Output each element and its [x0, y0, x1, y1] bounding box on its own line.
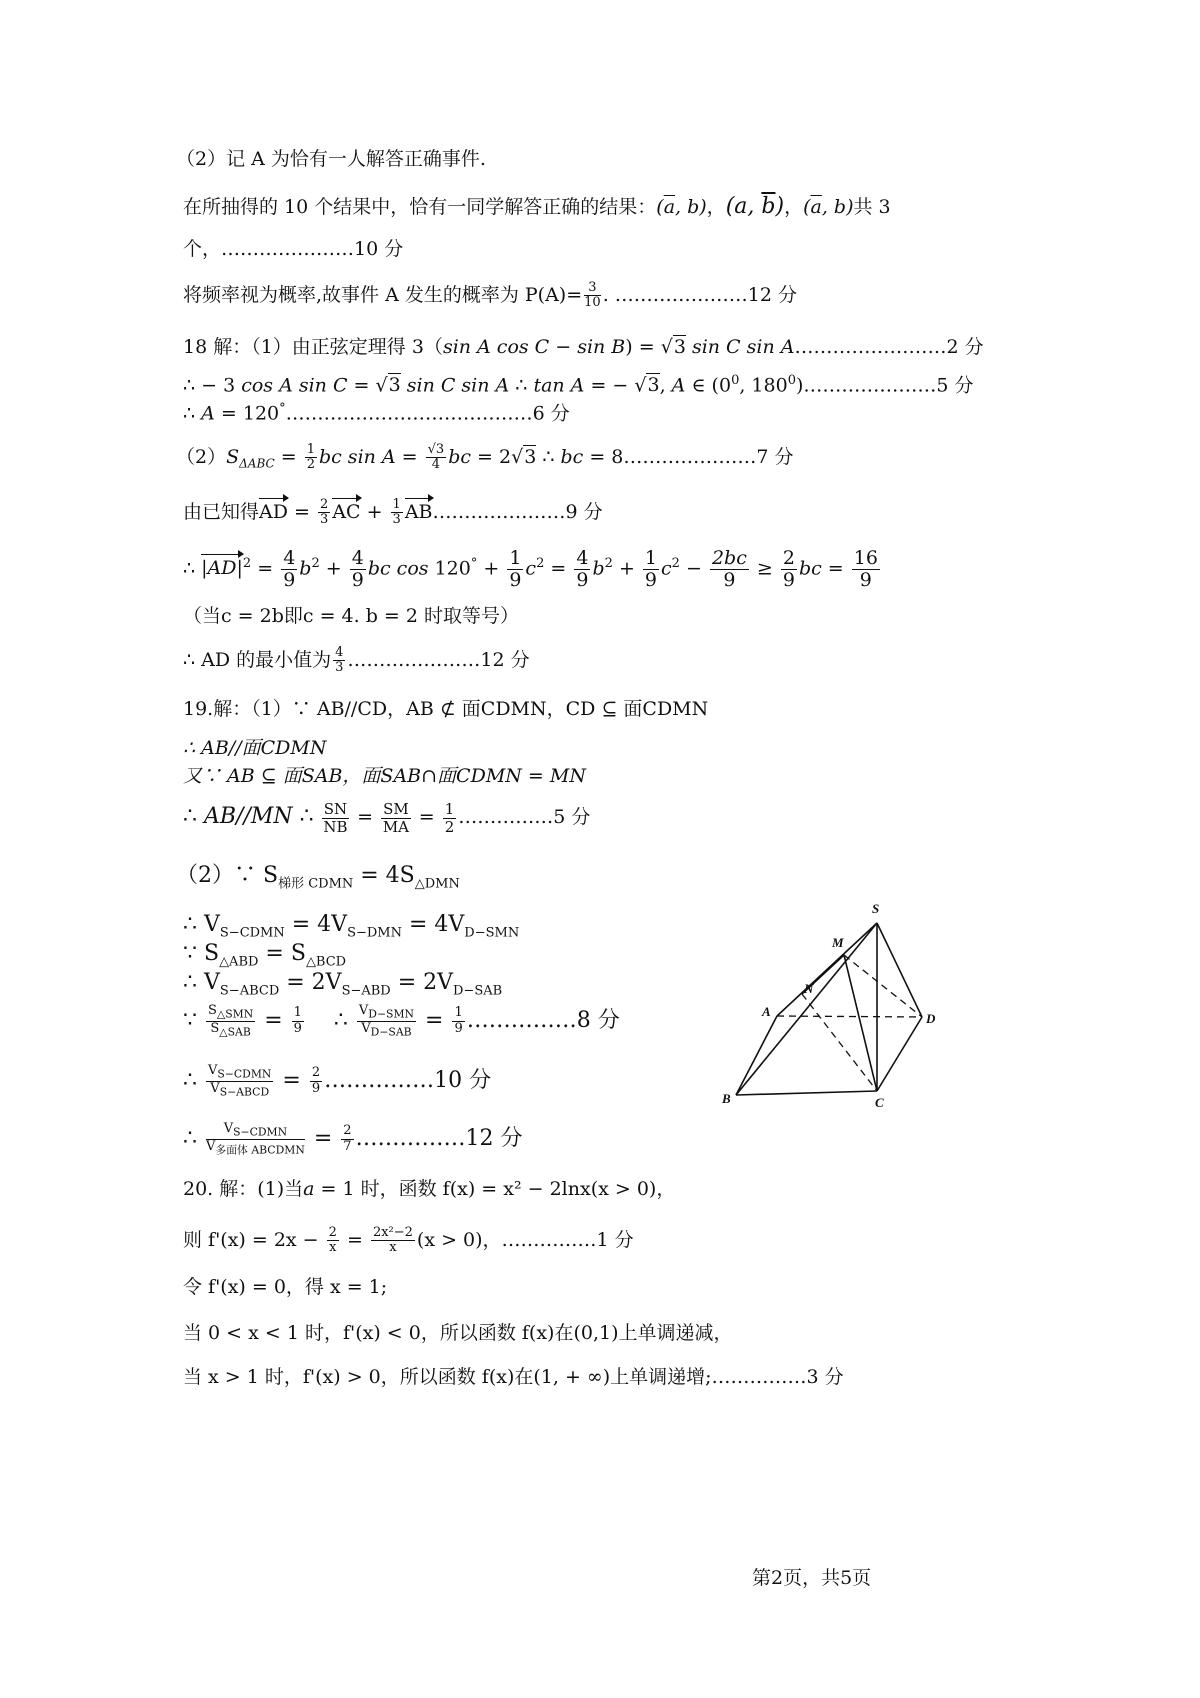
q19-line-3: 又∵ AB ⊆ 面SAB，面SAB∩面CDMN = MN: [183, 765, 586, 787]
edge-md-hidden: [844, 955, 922, 1017]
edge-sd: [877, 923, 922, 1017]
q19-line-2: ∴ AB//面CDMN: [183, 737, 327, 759]
q18-line-4: $(2)S_{\Delta ABC}$ = $\frac{1}{2}$ bc sin A = $\frac{√3}{4}$ bc = 2√3 ∴ bc = 8…………………7 分: [176, 442, 794, 473]
q19-line-5: （2）∵ $S_{梯形 CDMN} = 4S_{\triangle DMN}$: [176, 863, 460, 892]
q18-line-3: ∴ A = 120°…………………………………6 分: [183, 401, 570, 425]
q19-line-7: ∵ $S_{\triangle ABD} = S_{\triangle BCD}$: [183, 941, 347, 970]
q18-line-5: 由已知得AD = $\frac{2}{3}$ AC + $\frac{1}{3}$ AB…………………9 分: [183, 497, 603, 528]
q19-line-9: ∵ $\frac{S_{\triangle SMN}}{S_{\triangle SAB}}$ = $\frac{1}{9}$ ∴ $\frac{V_{D-SMN}}{V_{D-SAB}}$ = $\frac{1}{9}$ ……………8 分: [183, 1003, 620, 1039]
q17-line-4: 将频率视为概率,故事件 A 发生的概率为 P(A)= $\frac{3}{10}$ . …………………12 分: [183, 280, 797, 311]
q19-line-4: ∴ AB//MN ∴ $\frac{SN}{NB}$ = $\frac{SM}{MA}$ = $\frac{1}{2}$ ……………5 分: [183, 800, 591, 836]
q20-line-5: 当 x > 1 时，f'(x) > 0，所以函数 f(x)在(1, + ∞)上单调递增;……………3 分: [183, 1366, 844, 1388]
q20-line-1: 20. 解：(1)当a = 1 时，函数 f(x) = x² − 2lnx(x > 0)，: [183, 1178, 676, 1200]
label-n: N: [804, 981, 814, 996]
q17-line-1: （2）记 A 为恰有一人解答正确事件.: [176, 148, 486, 170]
q18-line-1: 18 解：（1）由正弦定理得 3（sin A cos C − sin B) = √3 sin C sin A……………………2 分: [183, 336, 984, 358]
q19-line-8: ∴ $V_{S-ABCD} = 2V_{S-ABD} = 2V_{D-SAB}$: [183, 970, 503, 999]
q18-line-8: ∴ AD 的最小值为 $\frac{4}{3}$ …………………12 分: [183, 645, 530, 676]
label-d: D: [926, 1011, 936, 1026]
label-a: A: [762, 1004, 771, 1019]
label-m: M: [832, 935, 844, 950]
q17-line-2: 在所抽得的 10 个结果中，恰有一同学解答正确的结果：($\overline{a}$, b)，(a, $\overline{b}$)，($\overline{a}$, b)共 3: [183, 194, 891, 219]
page-footer: 第2页，共5页: [752, 1567, 872, 1589]
edge-ad-hidden: [777, 1016, 922, 1017]
pyramid-figure: [712, 895, 942, 1115]
q20-line-4: 当 0 < x < 1 时，f'(x) < 0，所以函数 f(x)在(0,1)上单调递减，: [183, 1322, 733, 1344]
q18-line-6: ∴ $|AD|^2$ = $\frac{4}{9}$ $b^2$ + $\frac{4}{9}$ bc cos 120° + $\frac{1}{9}$ $c^2$ = $\frac{4}{9}$ $b^2$ + $\frac{1}{9}$ $c^2$ − $\frac{2bc}{9}$ ≥ $\frac{2}{9}$ bc = $\frac{16}{9}$: [183, 547, 878, 591]
edge-sb: [736, 923, 877, 1095]
q20-line-2: 则 f'(x) = 2x − $\frac{2}{x}$ = $\frac{\text{2x²−2}}{x}$ (x > 0)，……………1 分: [183, 1225, 634, 1256]
q19-line-6: ∴ $V_{S-CDMN} = 4V_{S-DMN} = 4V_{D-SMN}$: [183, 912, 520, 941]
q19-line-11: ∴ $\frac{V_{S-CDMN}}{V_{多面体 ABCDMN}}$ = $\frac{2}{7}$ ……………12 分: [183, 1121, 523, 1157]
q19-line-1: 19.解：（1）∵ AB//CD，AB ⊄ 面CDMN，CD ⊆ 面CDMN: [183, 698, 709, 720]
edge-sa: [777, 923, 877, 1016]
q20-line-3: 令 f'(x) = 0，得 x = 1;: [183, 1276, 388, 1298]
q18-line-2: ∴ − 3 cos A sin C = √3 sin C sin A ∴ tan A = − √3, A ∈ ($0^0$, $180^0)\dots\dots\dots\dots\dots\dots\dots 5$ 分: [183, 373, 974, 397]
edge-bc: [736, 1091, 877, 1095]
q17-line-3: 个，…………………10 分: [183, 238, 404, 260]
q19-line-10: ∴ $\frac{V_{S-CDMN}}{V_{S-ABCD}}$ = $\frac{2}{9}$ ……………10 分: [183, 1063, 492, 1099]
edge-ab: [736, 1016, 777, 1095]
label-c: C: [875, 1095, 884, 1110]
label-s: S: [872, 901, 880, 916]
edge-cd: [877, 1017, 922, 1091]
label-b: B: [722, 1091, 731, 1106]
q18-line-7: （当c = 2b即c = 4. b = 2 时取等号）: [183, 605, 519, 627]
